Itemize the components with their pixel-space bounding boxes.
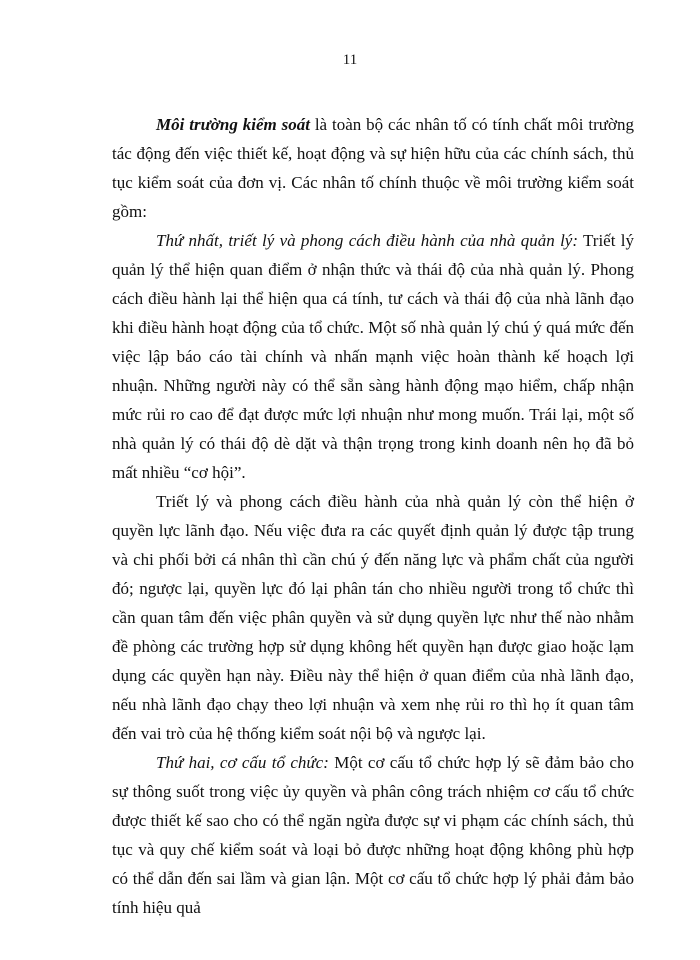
page-number: 11 [342, 52, 358, 68]
heading-second-structure: Thứ hai, cơ cấu tổ chức: [156, 753, 329, 772]
paragraph-text: Triết lý và phong cách điều hành của nhà quản lý còn thể hiện ở quyền lực lãnh đạo. Nếu việc đưa ra các quyết định quản lý được tập trung và chi phối bởi cá nhân thì cần chú ý đến năng lực và phẩm chất của người đó; ngược lại, quyền lực đó lại phân tán cho nhiều người trong tổ chức thì cần quan tâm đến việc phân quyền và sử dụng quyền lực như thế nào nhằm đề phòng các trường hợp sử dụng không hết quyền hạn được giao hoặc lạm dụng các quyền hạn này. Điều này thể hiện ở quan điểm của nhà lãnh đạo, nếu nhà lãnh đạo chạy theo lợi nhuận và xem nhẹ rủi ro thì họ ít quan tâm đến vai trò của hệ thống kiểm soát nội bộ và ngược lại. [112, 492, 634, 743]
heading-first-philosophy: Thứ nhất, triết lý và phong cách điều hành của nhà quản lý: [156, 231, 578, 250]
paragraph-text: Một cơ cấu tổ chức hợp lý sẽ đảm bảo cho sự thông suốt trong việc ủy quyền và phân công trách nhiệm cơ cấu tổ chức được thiết kế sao cho có thể ngăn ngừa được sự vi phạm các chính sách, thủ tục và quy chế kiểm soát và loại bỏ được những hoạt động không phù hợp có thể dẫn đến sai lầm và gian lận. Một cơ cấu tổ chức hợp lý phải đảm bảo tính hiệu quả [112, 753, 634, 917]
paragraph-structure [112, 748, 634, 922]
paragraph-text: Triết lý quản lý thể hiện quan điểm ở nhận thức và thái độ của nhà quản lý. Phong cách điều hành lại thể hiện qua cá tính, tư cách và thái độ của nhà lãnh đạo khi điều hành hoạt động của tổ chức. Một số nhà quản lý chú ý quá mức đến việc lập báo cáo tài chính và nhấn mạnh việc hoàn thành kế hoạch lợi nhuận. Những người này có thể sẵn sàng hành động mạo hiểm, chấp nhận mức rủi ro cao để đạt được mức lợi nhuận như mong muốn. Trái lại, một số nhà quản lý có thái độ dè dặt và thận trọng trong kinh doanh nên họ đã bỏ mất nhiều “cơ hội”. [112, 231, 634, 482]
document-body [112, 110, 634, 922]
paragraph-control-environment [112, 110, 634, 226]
paragraph-leadership-power [112, 487, 634, 748]
paragraph-philosophy [112, 226, 634, 487]
paragraph-text: là toàn bộ các nhân tố có tính chất môi trường tác động đến việc thiết kế, hoạt động và sự hiện hữu của các chính sách, thủ tục kiểm soát của đơn vị. Các nhân tố chính thuộc về môi trường kiểm soát gồm: [112, 115, 634, 221]
term-control-environment: Môi trường kiểm soát [156, 115, 310, 134]
